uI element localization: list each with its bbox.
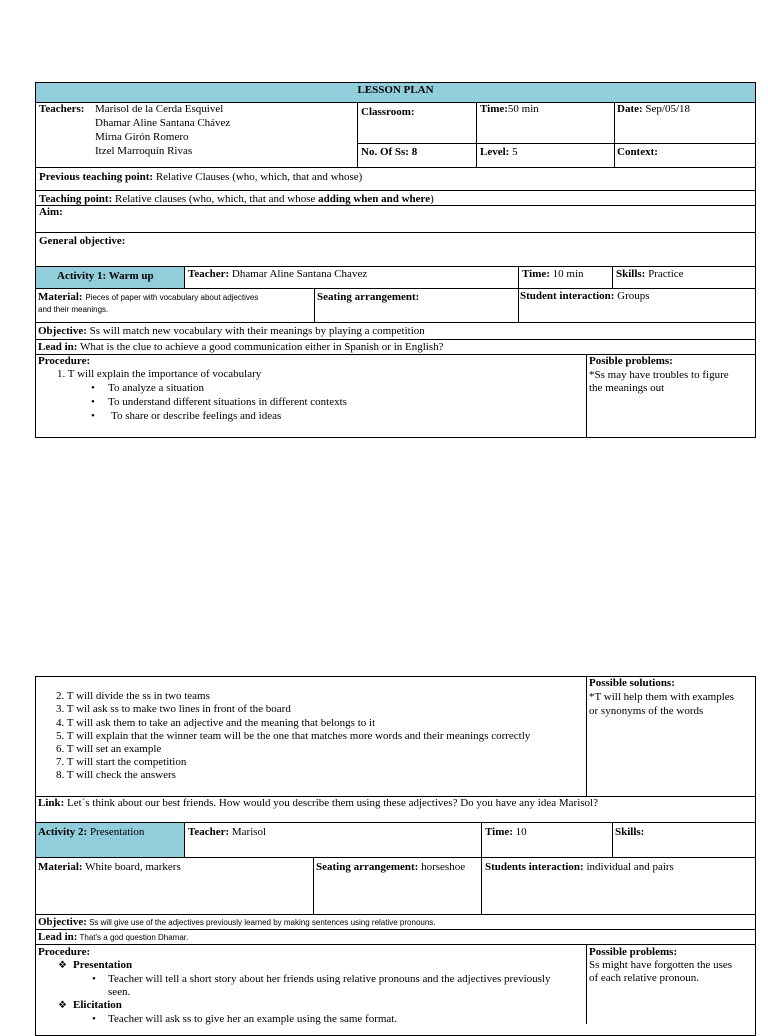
activity2-skills-label: Skills: bbox=[615, 826, 645, 838]
possible-problems-text: *Ss may have troubles to figure bbox=[589, 369, 729, 381]
link-text: Link: Let´s think about our best friends. How would you describe them using these adjectives? Do you have any idea Marisol? bbox=[38, 797, 598, 809]
level-field: Level: 5 bbox=[480, 146, 518, 158]
activity1-label: Activity 1: Warm up bbox=[57, 270, 154, 282]
time-field: Time:50 min bbox=[480, 103, 539, 115]
possible-problems-label: Posible problems: bbox=[589, 355, 673, 367]
bullet-icon: • bbox=[91, 396, 95, 408]
procedure-step: 4. T will ask them to take an adjective and the meaning that belongs to it bbox=[56, 717, 376, 729]
bullet-icon: • bbox=[92, 973, 96, 985]
teacher-name: Dhamar Aline Santana Chávez bbox=[95, 117, 231, 129]
procedure-step: 5. T will explain that the winner team will be the one that matches more words and their meanings correctly bbox=[56, 730, 531, 742]
teacher-name: Mirna Girón Romero bbox=[95, 131, 189, 143]
aim-label: Aim: bbox=[39, 206, 63, 218]
procedure-step: 2. T will divide the ss in two teams bbox=[56, 690, 210, 702]
bullet-icon: • bbox=[91, 410, 95, 422]
procedure-step: 8. T will check the answers bbox=[56, 769, 176, 781]
bullet-icon: • bbox=[92, 1013, 96, 1025]
lesson-plan-title: LESSON PLAN bbox=[357, 84, 434, 96]
date-field: Date: Sep/05/18 bbox=[617, 103, 691, 115]
possible-solutions-text: *T will help them with examples bbox=[589, 691, 734, 703]
procedure-step: 1. T will explain the importance of vocabulary bbox=[57, 368, 262, 380]
possible-problems-text: the meanings out bbox=[589, 382, 665, 394]
possible-problems-label: Possible problems: bbox=[589, 946, 678, 958]
possible-problems-text: Ss might have forgotten the uses bbox=[589, 959, 733, 971]
number-of-students: No. Of Ss: 8 bbox=[361, 146, 418, 158]
teaching-point: Teaching point: Relative clauses (who, which, that and whose adding when and where) bbox=[39, 193, 434, 205]
elicitation-label: Elicitation bbox=[73, 999, 122, 1011]
activity2-seating: Seating arrangement: horseshoe bbox=[316, 861, 466, 873]
classroom-label: Classroom: bbox=[361, 106, 415, 118]
student-interaction: Student interaction: Groups bbox=[520, 290, 650, 302]
seating-label: Seating arrangement: bbox=[317, 291, 420, 303]
procedure-label: Procedure: bbox=[38, 355, 91, 367]
teacher-name: Itzel Marroquín Rivas bbox=[95, 145, 193, 157]
procedure-step: 7. T will start the competition bbox=[56, 756, 187, 768]
procedure-bullet: To share or describe feelings and ideas bbox=[111, 410, 282, 422]
activity1-material: Material: Pieces of paper with vocabulary about adjectives bbox=[38, 291, 259, 303]
possible-problems-text: of each relative pronoun. bbox=[589, 972, 699, 984]
bullet-icon: • bbox=[91, 382, 95, 394]
context-label: Context: bbox=[617, 146, 658, 158]
activity1-skills: Skills: Practice bbox=[616, 268, 684, 280]
activity1-objective: Objective: Ss will match new vocabulary with their meanings by playing a competition bbox=[38, 325, 425, 337]
teachers-label: Teachers: bbox=[39, 103, 85, 115]
procedure-label: Procedure: bbox=[38, 946, 91, 958]
general-objective-label: General objective: bbox=[39, 235, 126, 247]
procedure-bullet: To understand different situations in different contexts bbox=[108, 396, 347, 408]
previous-teaching-point: Previous teaching point: Relative Clauses (who, which, that and whose) bbox=[39, 171, 363, 183]
activity1-time: Time: 10 min bbox=[522, 268, 584, 280]
diamond-bullet-icon: ❖ bbox=[58, 1000, 67, 1011]
possible-solutions-text: or synonyms of the words bbox=[589, 705, 704, 717]
possible-solutions-label: Possible solutions: bbox=[589, 677, 675, 689]
activity2-material: Material: White board, markers bbox=[38, 861, 181, 873]
activity2-time: Time: 10 bbox=[485, 826, 527, 838]
diamond-bullet-icon: ❖ bbox=[58, 960, 67, 971]
presentation-text: Teacher will tell a short story about her friends using relative pronouns and the adjectives previously bbox=[108, 973, 551, 985]
activity2-interaction: Students interaction: individual and pairs bbox=[485, 861, 674, 873]
procedure-step: 3. T wil ask ss to make two lines in front of the board bbox=[56, 703, 291, 715]
activity2-objective: Objective: Ss will give use of the adjectives previously learned by making sentences using relative pronouns. bbox=[38, 916, 436, 928]
presentation-text: seen. bbox=[108, 986, 131, 998]
activity2-lead-in: Lead in: That's a god question Dhamar. bbox=[38, 931, 189, 943]
procedure-bullet: To analyze a situation bbox=[108, 382, 205, 394]
elicitation-text: Teacher will ask ss to give her an example using the same format. bbox=[108, 1013, 398, 1025]
activity2-label: Activity 2: Presentation bbox=[38, 826, 145, 838]
procedure-step: 6. T will set an example bbox=[56, 743, 162, 755]
activity1-material-cont: and their meanings. bbox=[38, 305, 109, 314]
presentation-label: Presentation bbox=[73, 959, 133, 971]
activity2-teacher: Teacher: Marisol bbox=[188, 826, 267, 838]
page-gap bbox=[0, 460, 768, 660]
teacher-name: Marisol de la Cerda Esquivel bbox=[95, 103, 224, 115]
activity1-teacher: Teacher: Dhamar Aline Santana Chavez bbox=[188, 268, 368, 280]
activity1-lead-in: Lead in: What is the clue to achieve a good communication either in Spanish or in English? bbox=[38, 341, 444, 353]
